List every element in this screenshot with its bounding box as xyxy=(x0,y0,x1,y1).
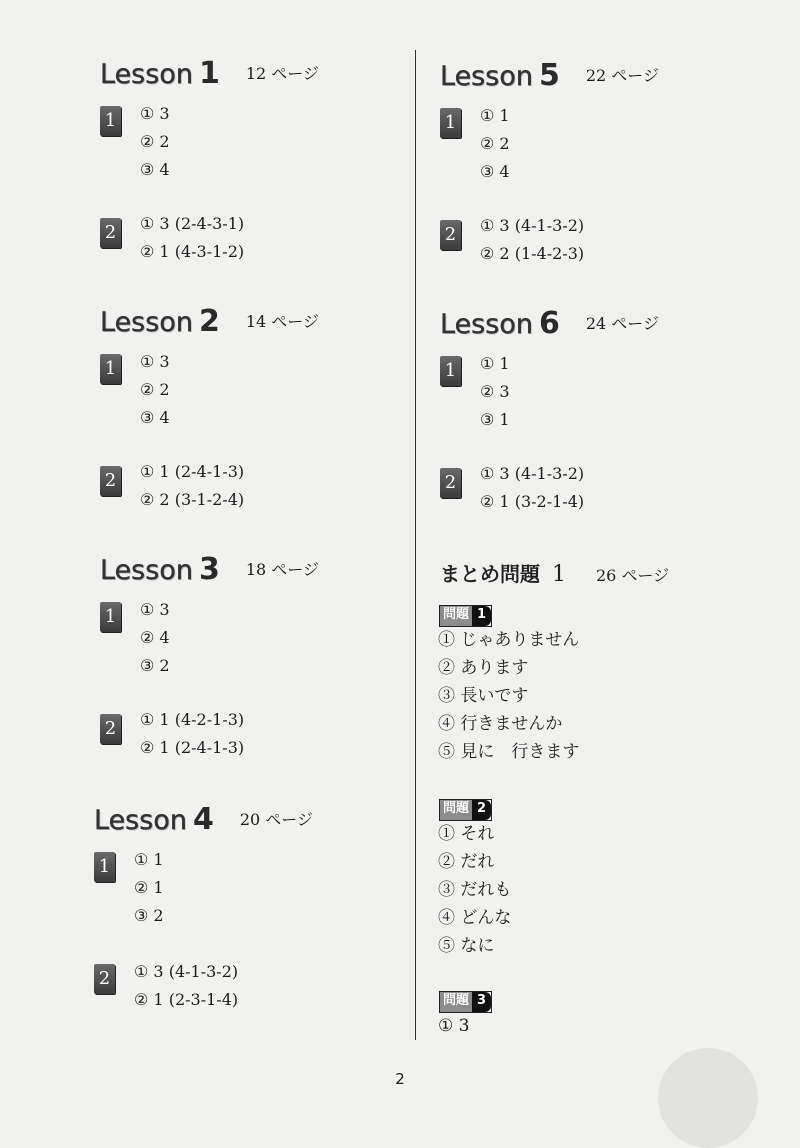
corner-circle-decoration xyxy=(658,1048,758,1148)
lesson-title: Lesson xyxy=(100,555,193,586)
lesson-heading xyxy=(100,552,319,586)
lesson-title: Lesson xyxy=(440,61,533,92)
answer-item: ① 3 (4-1-3-2) xyxy=(480,464,585,483)
page-reference: 26 ページ xyxy=(596,566,670,585)
answer-item: ② 2 xyxy=(480,134,510,153)
lesson-heading xyxy=(440,58,659,92)
badge-label: 問題 xyxy=(440,992,472,1012)
lesson-number: 5 xyxy=(538,58,560,93)
answer-item: ③ だれも xyxy=(438,880,512,900)
lesson-number: 1 xyxy=(198,56,220,91)
lesson-title: Lesson xyxy=(100,307,193,338)
lesson-title: Lesson xyxy=(100,59,193,90)
answer-item: ① 3 (2-4-3-1) xyxy=(140,214,245,233)
page-reference: 22 ページ xyxy=(585,66,659,85)
lesson-number: 2 xyxy=(198,304,220,339)
page-reference: 24 ページ xyxy=(585,314,659,333)
answer-list-1 xyxy=(140,596,170,680)
answer-item: ② 3 xyxy=(480,382,510,401)
question-box-1: 1 xyxy=(440,108,461,138)
answer-list-2 xyxy=(140,210,244,266)
answer-item: ② 1 (2-4-1-3) xyxy=(140,738,245,757)
answer-list-1 xyxy=(140,100,170,184)
answer-item: ② 1 (4-3-1-2) xyxy=(140,242,245,261)
page-reference: 18 ページ xyxy=(245,560,319,579)
answer-item: ② 1 (3-2-1-4) xyxy=(480,492,585,511)
answer-item: ① 1 xyxy=(480,106,510,125)
answer-item: ① 3 xyxy=(140,104,170,123)
answer-item: ② あります xyxy=(438,658,529,678)
answer-item: ③ 長いです xyxy=(438,686,529,706)
answer-item: ③ 2 xyxy=(134,906,164,925)
question-box-2: 2 xyxy=(100,466,121,496)
answer-item: ③ 2 xyxy=(140,656,170,675)
question-box-1: 1 xyxy=(100,354,121,384)
answer-item: ② 1 (2-3-1-4) xyxy=(134,990,239,1009)
mondai-badge-3 xyxy=(439,991,492,1013)
answer-item: ④ どんな xyxy=(438,908,512,928)
badge-number: 3 xyxy=(472,992,491,1012)
answer-item: ② 4 xyxy=(140,628,170,647)
answer-item: ② 1 xyxy=(134,878,164,897)
badge-label: 問題 xyxy=(440,606,472,626)
mondai-3-answers xyxy=(438,1012,469,1040)
badge-label: 問題 xyxy=(440,800,472,820)
answer-item: ③ 4 xyxy=(140,408,170,427)
mondai-1-answers xyxy=(438,626,579,766)
answer-item: ① じゃありません xyxy=(438,630,580,650)
answer-item: ③ 4 xyxy=(480,162,510,181)
lesson-number: 3 xyxy=(198,552,220,587)
lesson-title: Lesson xyxy=(94,805,187,836)
answer-list-1 xyxy=(480,102,510,186)
answer-item: ① 3 xyxy=(438,1016,470,1036)
answer-item: ③ 4 xyxy=(140,160,170,179)
matome-heading xyxy=(440,558,669,587)
lesson-heading xyxy=(440,306,659,340)
page-reference: 12 ページ xyxy=(245,64,319,83)
question-box-2: 2 xyxy=(440,468,461,498)
lesson-number: 6 xyxy=(538,306,560,341)
answer-item: ⑤ なに xyxy=(438,936,495,956)
question-box-2: 2 xyxy=(100,218,121,248)
lesson-heading xyxy=(94,802,313,836)
question-box-2: 2 xyxy=(100,714,121,744)
answer-item: ④ 行きませんか xyxy=(438,714,563,734)
answer-item: ⑤ 見に 行きます xyxy=(438,742,580,762)
question-box-1: 1 xyxy=(94,852,115,882)
answer-item: ③ 1 xyxy=(480,410,510,429)
lesson-number: 4 xyxy=(192,802,214,837)
page-number: 2 xyxy=(395,1070,405,1088)
question-box-2: 2 xyxy=(94,964,115,994)
lesson-heading xyxy=(100,56,319,90)
mondai-badge-2 xyxy=(439,799,492,821)
answer-item: ① 3 xyxy=(140,600,170,619)
mondai-2-answers xyxy=(438,820,511,960)
answer-list-2 xyxy=(140,458,244,514)
answer-list-2 xyxy=(134,958,238,1014)
answer-item: ② 2 (1-4-2-3) xyxy=(480,244,585,263)
badge-number: 2 xyxy=(472,800,491,820)
mondai-badge-1 xyxy=(439,605,492,627)
page-reference: 14 ページ xyxy=(245,312,319,331)
column-divider xyxy=(415,50,416,1040)
answer-item: ① 1 xyxy=(134,850,164,869)
answer-item: ① 1 xyxy=(480,354,510,373)
answer-item: ② 2 xyxy=(140,380,170,399)
question-box-2: 2 xyxy=(440,220,461,250)
lesson-heading xyxy=(100,304,319,338)
lesson-title: Lesson xyxy=(440,309,533,340)
matome-number: 1 xyxy=(552,562,566,587)
answer-item: ② 2 xyxy=(140,132,170,151)
answer-item: ① 3 xyxy=(140,352,170,371)
answer-list-1 xyxy=(140,348,170,432)
answer-item: ② だれ xyxy=(438,852,495,872)
answer-list-2 xyxy=(480,212,584,268)
answer-item: ① 1 (4-2-1-3) xyxy=(140,710,245,729)
question-box-1: 1 xyxy=(100,602,121,632)
badge-number: 1 xyxy=(472,606,491,626)
page-reference: 20 ページ xyxy=(239,810,313,829)
answer-list-2 xyxy=(480,460,584,516)
answer-list-2 xyxy=(140,706,244,762)
answer-list-1 xyxy=(134,846,164,930)
answer-item: ① 1 (2-4-1-3) xyxy=(140,462,245,481)
answer-item: ① 3 (4-1-3-2) xyxy=(134,962,239,981)
answer-item: ② 2 (3-1-2-4) xyxy=(140,490,245,509)
answer-item: ① それ xyxy=(438,824,495,844)
question-box-1: 1 xyxy=(440,356,461,386)
answer-item: ① 3 (4-1-3-2) xyxy=(480,216,585,235)
answer-list-1 xyxy=(480,350,510,434)
matome-title: まとめ問題 xyxy=(440,562,540,586)
question-box-1: 1 xyxy=(100,106,121,136)
